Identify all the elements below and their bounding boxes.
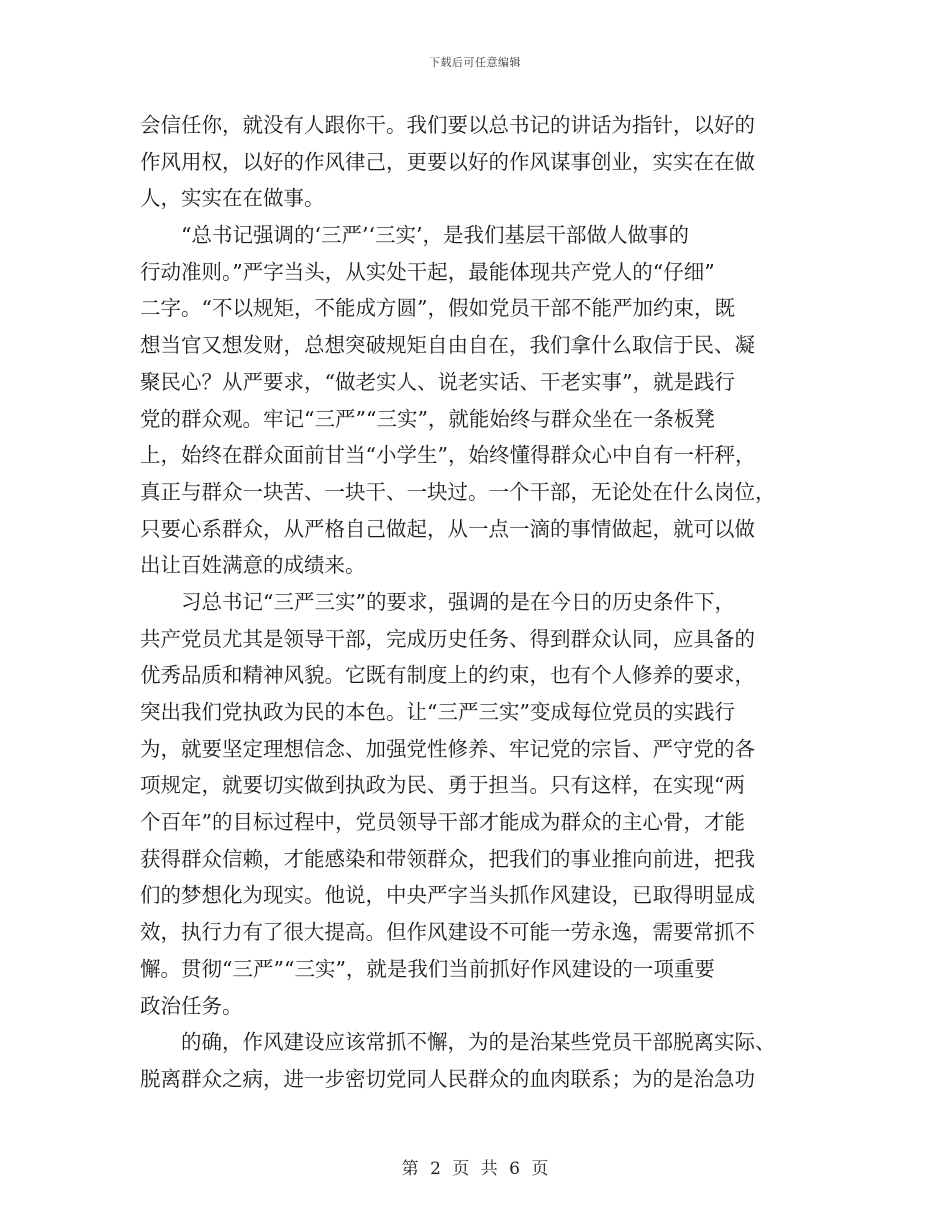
- text-line: 习总书记“三严三实”的要求，强调的是在今日的历史条件下，: [140, 589, 735, 614]
- text-line: 人，实实在在做事。: [140, 186, 325, 211]
- text-line: 真正与群众一块苦、一块干、一块过。一个干部，无论处在什么岗位，: [140, 479, 776, 504]
- text-line: 的确，作风建设应该常抓不懈，为的是治某些党员干部脱离实际、: [140, 1030, 776, 1055]
- text-line: 二字。“不以规矩，不能成方圆”，假如党员干部不能严加约束，既: [140, 296, 735, 321]
- text-line: 党的群众观。牢记“三严”“三实”，就能始终与群众坐在一条板凳: [140, 406, 715, 431]
- text-line: “总书记强调的‘三严’‘三实’，是我们基层干部做人做事的: [140, 223, 690, 248]
- text-line: 共产党员尤其是领导干部，完成历史任务、得到群众认同，应具备的: [140, 626, 755, 651]
- text-line: 突出我们党执政为民的本色。让“三严三实”变成每位党员的实践行: [140, 700, 735, 724]
- text-line: 脱离群众之病，进一步密切党同人民群众的血肉联系；为的是治急功: [140, 1066, 755, 1091]
- document-body: [140, 107, 805, 1098]
- text-line: 上，始终在群众面前甘当“小学生”，始终懂得群众心中自有一杆秤，: [140, 443, 756, 468]
- text-line: 个百年”的目标过程中，党员领导干部才能成为群众的主心骨，才能: [140, 810, 745, 835]
- text-line: 们的梦想化为现实。他说，中央严字当头抓作风建设，已取得明显成: [140, 883, 755, 908]
- text-line: 想当官又想发财，总想突破规矩自由自在，我们拿什么取信于民、凝: [140, 333, 755, 358]
- page-footer: 第 2 页 共 6 页: [401, 1159, 549, 1179]
- text-line: 懈。贯彻“三严”“三实”，就是我们当前抓好作风建设的一项重要: [140, 956, 715, 981]
- text-line: 优秀品质和精神风貌。它既有制度上的约束，也有个人修养的要求，: [140, 663, 755, 688]
- text-line: 出让百姓满意的成绩来。: [140, 553, 366, 578]
- text-line: 会信任你，就没有人跟你干。我们要以总书记的讲话为指针，以好的: [140, 113, 755, 137]
- text-line: 项规定，就要切实做到执政为民、勇于担当。只有这样，在实现“两: [140, 773, 745, 798]
- text-line: 获得群众信赖，才能感染和带领群众，把我们的事业推向前进，把我: [140, 846, 755, 871]
- text-line: 行动准则。”严字当头，从实处干起，最能体现共产党人的“仔细”: [140, 259, 715, 284]
- text-line: 政治任务。: [140, 993, 243, 1018]
- text-line: 只要心系群众，从严格自己做起，从一点一滴的事情做起，就可以做: [140, 516, 755, 541]
- text-line: 为，就要坚定理想信念、加强党性修养、牢记党的宗旨、严守党的各: [140, 736, 755, 761]
- page-header: 下载后可任意编辑: [429, 56, 521, 69]
- text-line: 效，执行力有了很大提高。但作风建设不可能一劳永逸，需要常抓不: [140, 920, 755, 945]
- text-line: 作风用权，以好的作风律己，更要以好的作风谋事创业，实实在在做: [140, 149, 755, 174]
- text-line: 聚民心？从严要求，“做老实人、说老实话、干老实事”，就是践行: [140, 369, 735, 394]
